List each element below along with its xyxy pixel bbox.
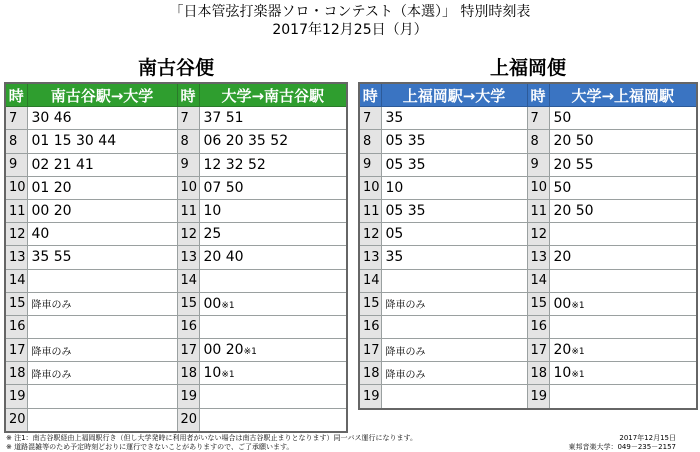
departure-times: 降車のみ (27, 362, 177, 385)
table-row (5, 199, 347, 222)
hour-cell: 16 (177, 315, 199, 338)
hour-cell: 18 (5, 362, 27, 385)
hour-cell: 11 (177, 199, 199, 222)
departure-times: 35 (381, 246, 527, 269)
route-title: 南古谷便 (137, 57, 214, 79)
hour-header: 時 (177, 83, 199, 107)
table-row (359, 292, 697, 315)
hour-cell: 15 (177, 292, 199, 315)
hour-cell: 13 (359, 246, 381, 269)
departure-times: 05 (381, 223, 527, 246)
departure-times: 40 (27, 223, 177, 246)
hour-cell: 7 (527, 107, 549, 130)
footnote-mark: ※1 (571, 370, 585, 381)
departure-times: 07 50 (199, 176, 347, 199)
departure-times (381, 385, 527, 409)
hour-cell: 12 (359, 223, 381, 246)
hour-cell: 13 (177, 246, 199, 269)
departure-times (199, 408, 347, 432)
departure-times: 00 20 (27, 199, 177, 222)
page-title: 「日本管弦打楽器ソロ・コンテスト（本選）」 特別時刻表 (169, 4, 531, 20)
hour-cell: 9 (527, 153, 549, 176)
hour-cell: 7 (5, 107, 27, 130)
hour-cell: 18 (527, 362, 549, 385)
departure-times (549, 269, 697, 292)
hour-cell: 19 (5, 385, 27, 408)
direction-header: 南古谷駅→大学 (27, 83, 177, 107)
hour-cell: 14 (359, 269, 381, 292)
hour-header: 時 (527, 83, 549, 107)
departure-times: 35 55 (27, 246, 177, 269)
departure-times: 01 15 30 44 (27, 130, 177, 153)
hour-cell: 12 (527, 223, 549, 246)
departure-times: 37 51 (199, 107, 347, 130)
departure-times (381, 269, 527, 292)
footnote-mark: ※1 (243, 347, 257, 358)
table-row (5, 315, 347, 338)
table-row (5, 269, 347, 292)
table-row (5, 176, 347, 199)
table-row (5, 292, 347, 315)
hour-cell: 15 (5, 292, 27, 315)
departure-times: 30 46 (27, 107, 177, 130)
timetable-header (5, 83, 347, 107)
table-row (359, 339, 697, 362)
departure-times: 降車のみ (381, 362, 527, 385)
hour-cell: 18 (359, 362, 381, 385)
departure-times (381, 315, 527, 338)
footnote-mark: ※1 (221, 300, 235, 311)
notes (6, 434, 417, 452)
departure-times: 20 40 (199, 246, 347, 269)
hour-cell: 14 (527, 269, 549, 292)
departure-times: 10 (199, 199, 347, 222)
departure-times: 02 21 41 (27, 153, 177, 176)
table-row (5, 339, 347, 362)
hour-cell: 9 (5, 153, 27, 176)
hour-cell: 15 (527, 292, 549, 315)
hour-cell: 8 (359, 130, 381, 153)
timetable (358, 82, 698, 410)
table-row (5, 223, 347, 246)
departure-times: 20 (549, 246, 697, 269)
departure-times: 00 20※1 (199, 339, 347, 362)
hour-cell: 12 (177, 223, 199, 246)
hour-header: 時 (5, 83, 27, 107)
hour-cell: 20 (5, 408, 27, 432)
note-2: ※ 道路混雑等のため予定時刻どおりに運行できないことがありますので、ご了承願います。 (6, 443, 294, 451)
hour-cell: 19 (527, 385, 549, 409)
footnote-mark: ※1 (571, 347, 585, 358)
hour-cell: 16 (5, 315, 27, 338)
departure-times (199, 269, 347, 292)
departure-times: 05 35 (381, 199, 527, 222)
hour-cell: 16 (527, 315, 549, 338)
hour-cell: 7 (359, 107, 381, 130)
departure-times (27, 269, 177, 292)
departure-times: 50 (549, 176, 697, 199)
hour-cell: 17 (359, 339, 381, 362)
departure-times: 20 50 (549, 130, 697, 153)
departure-times: 01 20 (27, 176, 177, 199)
direction-header: 大学→上福岡駅 (549, 83, 697, 107)
table-row (5, 153, 347, 176)
table-row (5, 246, 347, 269)
departure-times: 12 32 52 (199, 153, 347, 176)
departure-times: 35 (381, 107, 527, 130)
table-row (359, 153, 697, 176)
table-row (359, 362, 697, 385)
hour-cell: 9 (177, 153, 199, 176)
departure-times (27, 408, 177, 432)
departure-times (549, 315, 697, 338)
hour-cell: 9 (359, 153, 381, 176)
table-row (359, 385, 697, 409)
hour-cell: 11 (359, 199, 381, 222)
departure-times: 降車のみ (27, 339, 177, 362)
departure-times: 06 20 35 52 (199, 130, 347, 153)
hour-cell: 8 (527, 130, 549, 153)
hour-cell: 14 (177, 269, 199, 292)
hour-header: 時 (359, 83, 381, 107)
footnote-mark: ※1 (571, 300, 585, 311)
table-row (359, 223, 697, 246)
note-1: ※ 注1：南古谷駅経由上福岡駅行き（但し大学発時に利用者がいない場合は南古谷駅止まりとなります）同一バス運行になります。 (6, 434, 417, 442)
hour-cell: 17 (527, 339, 549, 362)
hour-cell: 17 (5, 339, 27, 362)
table-row (5, 385, 347, 408)
departure-times (199, 315, 347, 338)
table-row (5, 107, 347, 130)
departure-times: 10※1 (549, 362, 697, 385)
hour-cell: 15 (359, 292, 381, 315)
table-row (5, 408, 347, 432)
departure-times: 20※1 (549, 339, 697, 362)
hour-cell: 11 (5, 199, 27, 222)
table-row (359, 176, 697, 199)
hour-cell: 10 (527, 176, 549, 199)
table-row (359, 130, 697, 153)
table-row (359, 199, 697, 222)
departure-times (199, 385, 347, 408)
hour-cell: 14 (5, 269, 27, 292)
departure-times: 降車のみ (381, 292, 527, 315)
hour-cell: 12 (5, 223, 27, 246)
hour-cell: 19 (359, 385, 381, 409)
timetable-header (359, 83, 697, 107)
departure-times: 降車のみ (27, 292, 177, 315)
hour-cell: 18 (177, 362, 199, 385)
table-row (359, 269, 697, 292)
hour-cell: 8 (177, 130, 199, 153)
table-row (359, 246, 697, 269)
route-section-kamifukuoka (358, 56, 698, 410)
direction-header: 上福岡駅→大学 (381, 83, 527, 107)
hour-cell: 17 (177, 339, 199, 362)
page-date: 2017年12月25日（月） (272, 22, 428, 38)
departure-times: 降車のみ (381, 339, 527, 362)
hour-cell: 8 (5, 130, 27, 153)
departure-times: 00※1 (549, 292, 697, 315)
departure-times: 05 35 (381, 153, 527, 176)
footer-org: 東邦音楽大学：049－235－2157 (568, 443, 676, 451)
route-section-minamifuruya (4, 56, 348, 433)
departure-times: 05 35 (381, 130, 527, 153)
departure-times: 20 50 (549, 199, 697, 222)
departure-times (27, 315, 177, 338)
hour-cell: 13 (5, 246, 27, 269)
hour-cell: 10 (5, 176, 27, 199)
departure-times (549, 385, 697, 409)
departure-times: 25 (199, 223, 347, 246)
footer-date: 2017年12月15日 (619, 434, 676, 442)
departure-times (549, 223, 697, 246)
departure-times: 00※1 (199, 292, 347, 315)
table-row (359, 107, 697, 130)
hour-cell: 13 (527, 246, 549, 269)
departure-times (27, 385, 177, 408)
footer (568, 434, 676, 452)
timetable-body (5, 107, 347, 432)
footnote-mark: ※1 (221, 370, 235, 381)
table-row (359, 315, 697, 338)
hour-cell: 19 (177, 385, 199, 408)
hour-cell: 10 (359, 176, 381, 199)
direction-header: 大学→南古谷駅 (199, 83, 347, 107)
hour-cell: 10 (177, 176, 199, 199)
departure-times: 10 (381, 176, 527, 199)
departure-times: 10※1 (199, 362, 347, 385)
table-row (5, 362, 347, 385)
hour-cell: 7 (177, 107, 199, 130)
table-row (5, 130, 347, 153)
timetable (4, 82, 348, 433)
route-title: 上福岡便 (489, 57, 566, 79)
departure-times: 50 (549, 107, 697, 130)
hour-cell: 16 (359, 315, 381, 338)
hour-cell: 20 (177, 408, 199, 432)
hour-cell: 11 (527, 199, 549, 222)
timetable-body (359, 107, 697, 409)
departure-times: 20 55 (549, 153, 697, 176)
